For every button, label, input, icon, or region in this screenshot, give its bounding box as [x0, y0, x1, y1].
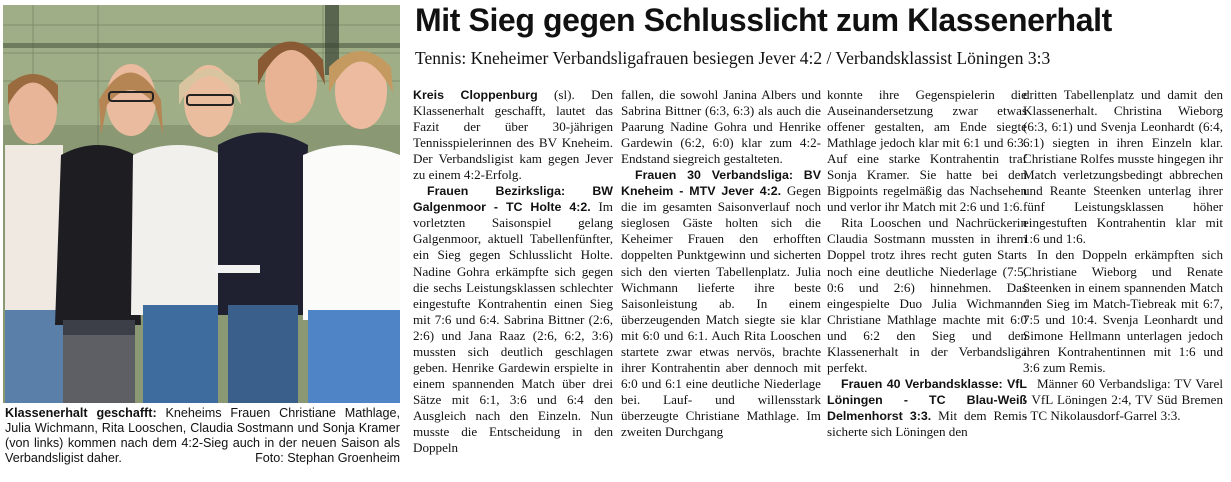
- paragraph-text: konnte ihre Gegenspielerin die Auseinandersetzung zwar etwas offener gestalten, am Ende siegte Mathlage jedoch klar mit 6:1 und 6:3. Auf eine starke Kontrahentin traf Sonja Kramer. Sie hatte bei den Bigpoints regelmäßig das Nachsehen und verlor ihr Match mit 2:6 und 1:6.: [827, 87, 1027, 215]
- paragraph: [1023, 376, 1223, 424]
- match-heading: Frauen 40 Verbandsklasse: VfL Löningen - TC Blau-Weiß Delmenhorst 3:3.: [827, 376, 1027, 423]
- match-heading: Frauen Bezirksliga: BW Galgenmoor - TC Holte 4:2.: [413, 184, 613, 215]
- paragraph-text: (sl). Den Klassenerhalt geschafft, lautet das Fazit der über 30-jährigen Tennisspielerinnen des BV Kneheim. Der Verbandsligist kam gegen Jever zu einem 4:2-Erfolg.: [413, 87, 613, 183]
- match-heading: Frauen 30 Verbandsliga: BV Kneheim - MTV Jever 4:2.: [621, 168, 821, 199]
- paragraph-text: In den Doppeln erkämpften sich Christiane Wieborg und Renate Steenken in einem spannenden Match den Sieg im Match-Tiebreak mit 6:7, 7:5 und 10:4. Svenja Leonhardt und Simone Hellmann unterlagen jedoch ihren Kontrahentinnen mit 1:6 und 3:6 zum Remis.: [1023, 247, 1223, 375]
- headline: Mit Sieg gegen Schlusslicht zum Klassenerhalt: [415, 2, 1112, 38]
- paragraph: [827, 87, 1027, 215]
- article-column-2: [621, 87, 821, 440]
- team-photo-illustration: [3, 5, 400, 403]
- article-column-1: [413, 87, 613, 456]
- article-column-3: [827, 87, 1027, 440]
- paragraph-text: Gegen die im gesamten Saisonverlauf noch sieglosen Gäste holten sich die Keheimer Frauen den erhofften doppelten Punktgewinn und sicherten sich den vierten Tabellenplatz. Julia Wichmann lieferte ihre beste Saisonleistung ab. In einem überzeugenden Match siegte sie klar mit 6:0 und 6:1. Auch Rita Looschen startete zwar etwas nervös, brachte ihrer Kontrahentin aber dennoch mit 6:0 und 6:1 eine deutliche Niederlage bei. Lauf- und willensstark überzeugte Christiane Mathlage. Im zweiten Durchgang: [621, 183, 821, 439]
- paragraph: [1023, 247, 1223, 375]
- team-photo: [3, 5, 400, 403]
- paragraph: [1023, 87, 1223, 247]
- paragraph-text: Männer 60 Verbandsliga: TV Varel - VfL Löningen 2:4, TV Süd Bremen - TC Nikolausdorf-Garrel 3:3.: [1023, 375, 1223, 423]
- paragraph: [621, 87, 821, 167]
- caption-text: Kneheims Frauen Christiane Mathlage, Julia Wichmann, Rita Looschen, Claudia Sostmann und Sonja Kramer (von links) kommen nach dem 4:2-Sieg auch in der neuen Saison als Verbandsligist daher.: [5, 406, 401, 465]
- dateline: Kreis Cloppenburg: [413, 88, 538, 102]
- paragraph: [827, 215, 1027, 375]
- paragraph-text: Mit dem Remis sicherte sich Löningen den: [827, 407, 1028, 439]
- photo-credit: Foto: Stephan Groenheim: [255, 451, 400, 465]
- article-column-4: [1023, 87, 1223, 424]
- paragraph-text: dritten Tabellenplatz und damit den Klassenerhalt. Christina Wieborg (6:3, 6:1) und Svenja Leonhardt (6:4, 6:1) siegten in ihren Einzeln klar. Christiane Rolfes musste hingegen ihr Match verletzungsbedingt abbrechen und Reante Steenken unterlag ihrer fünf Leistungsklassen höher eingestuften Kontrahentin klar mit 1:6 und 1:6.: [1023, 87, 1224, 247]
- paragraph: [827, 376, 1027, 440]
- paragraph-text: fallen, die sowohl Janina Albers und Sabrina Bittner (6:3, 6:3) als auch die Paarung Nadine Gohra und Henrike Gardewin (6:2, 6:0) klar zum 4:2-Endstand siegreich gestalteten.: [621, 87, 821, 167]
- paragraph: [413, 87, 613, 183]
- paragraph: [621, 167, 821, 440]
- caption-lead: Klassenerhalt geschafft:: [5, 406, 157, 420]
- paragraph-text: Im vorletzten Saisonspiel gelang Galgenmoor, aktuell Tabellenfünfter, ein Sieg gegen Schlusslicht Holte. Nadine Gohra erkämpfte sich gegen die sechs Leistungsklassen schlechter eingestufte Kontrahentin einen Sieg mit 7:6 und 6:4. Sabrina Bittner (2:6, 2:6) und Jana Raaz (2:6, 6:2, 3:6) mussten sich deutlich geschlagen geben. Henrike Gardewin erspielte in einem spannenden Match über drei Sätze mit 6:1, 3:6 und 6:4 den Ausgleich nach den Einzeln. Nun musste die Entscheidung in den Doppeln: [413, 199, 613, 456]
- paragraph-text: Rita Looschen und Nachrückerin Claudia Sostmann mussten in ihrem Doppel trotz ihres recht guten Starts noch eine deutliche Niederlage (7:5, 0:6 und 2:6) hinnehmen. Das eingespielte Duo Julia Wichmann/ Christiane Mathlage machte mit 6:0 und 6:2 den Sieg und den Klassenerhalt in der Verbandsliga perfekt.: [827, 215, 1027, 375]
- photo-caption: [5, 406, 400, 466]
- subheadline: Tennis: Kneheimer Verbandsligafrauen besiegen Jever 4:2 / Verbandsklassist Löningen 3:3: [415, 48, 1051, 68]
- paragraph: [413, 183, 613, 456]
